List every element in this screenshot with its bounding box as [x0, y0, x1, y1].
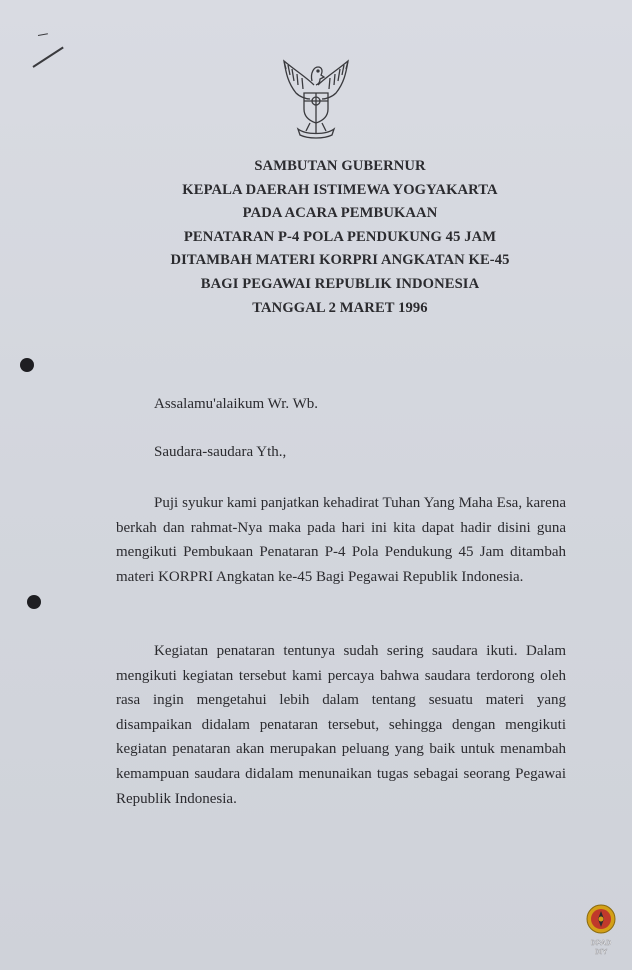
address-line: Saudara-saudara Yth., [154, 444, 287, 460]
title-line: SAMBUTAN GUBERNUR [254, 158, 426, 174]
garuda-emblem-icon [276, 55, 356, 139]
watermark-text-line2: DIY [594, 947, 608, 956]
watermark-text-line1: DPAD [590, 938, 612, 947]
title-line: PENATARAN P-4 POLA PENDUKUNG 45 JAM [183, 228, 497, 245]
dpad-watermark-logo [584, 902, 618, 956]
title-line: PADA ACARA PEMBUKAAN [242, 205, 438, 222]
title-line: DITAMBAH MATERI KORPRI ANGKATAN KE-45 [170, 252, 510, 269]
title-line: TANGGAL 2 MARET 1996 [252, 299, 428, 316]
title-line: BAGI PEGAWAI REPUBLIK INDONESIA [200, 275, 480, 292]
title-line: KEPALA DAERAH ISTIMEWA YOGYAKARTA [182, 181, 498, 198]
punch-hole [20, 358, 34, 372]
speech-title [100, 155, 580, 320]
paragraph: Kegiatan penataran tentunya sudah sering saudara ikuti. Dalam mengikuti kegiatan tersebut kami percaya bahwa saudara terdorong oleh rasa ingin mengetahui lebih dalam tentang sesuatu materi yang disampaikan didalam penataran tersebut, sehingga dengan mengikuti kegiatan penataran akan merupakan peluang yang baik untuk menambah kemampuan saudara didalam menunaikan tugas sebagai seorang Pegawai Republik Indonesia. [116, 643, 566, 807]
salutation: Assalamu'alaikum Wr. Wb. [154, 396, 319, 412]
scan-mark [38, 33, 48, 36]
scan-mark [32, 47, 63, 68]
punch-hole [27, 595, 41, 609]
paragraph: Puji syukur kami panjatkan kehadirat Tuhan Yang Maha Esa, karena berkah dan rahmat-Nya maka pada hari ini kita dapat hadir disini guna mengikuti Pembukaan Penataran P-4 Pola Pendukung 45 Jam ditambah materi KORPRI Angkatan ke-45 Bagi Pegawai Republik Indonesia. [116, 495, 566, 585]
